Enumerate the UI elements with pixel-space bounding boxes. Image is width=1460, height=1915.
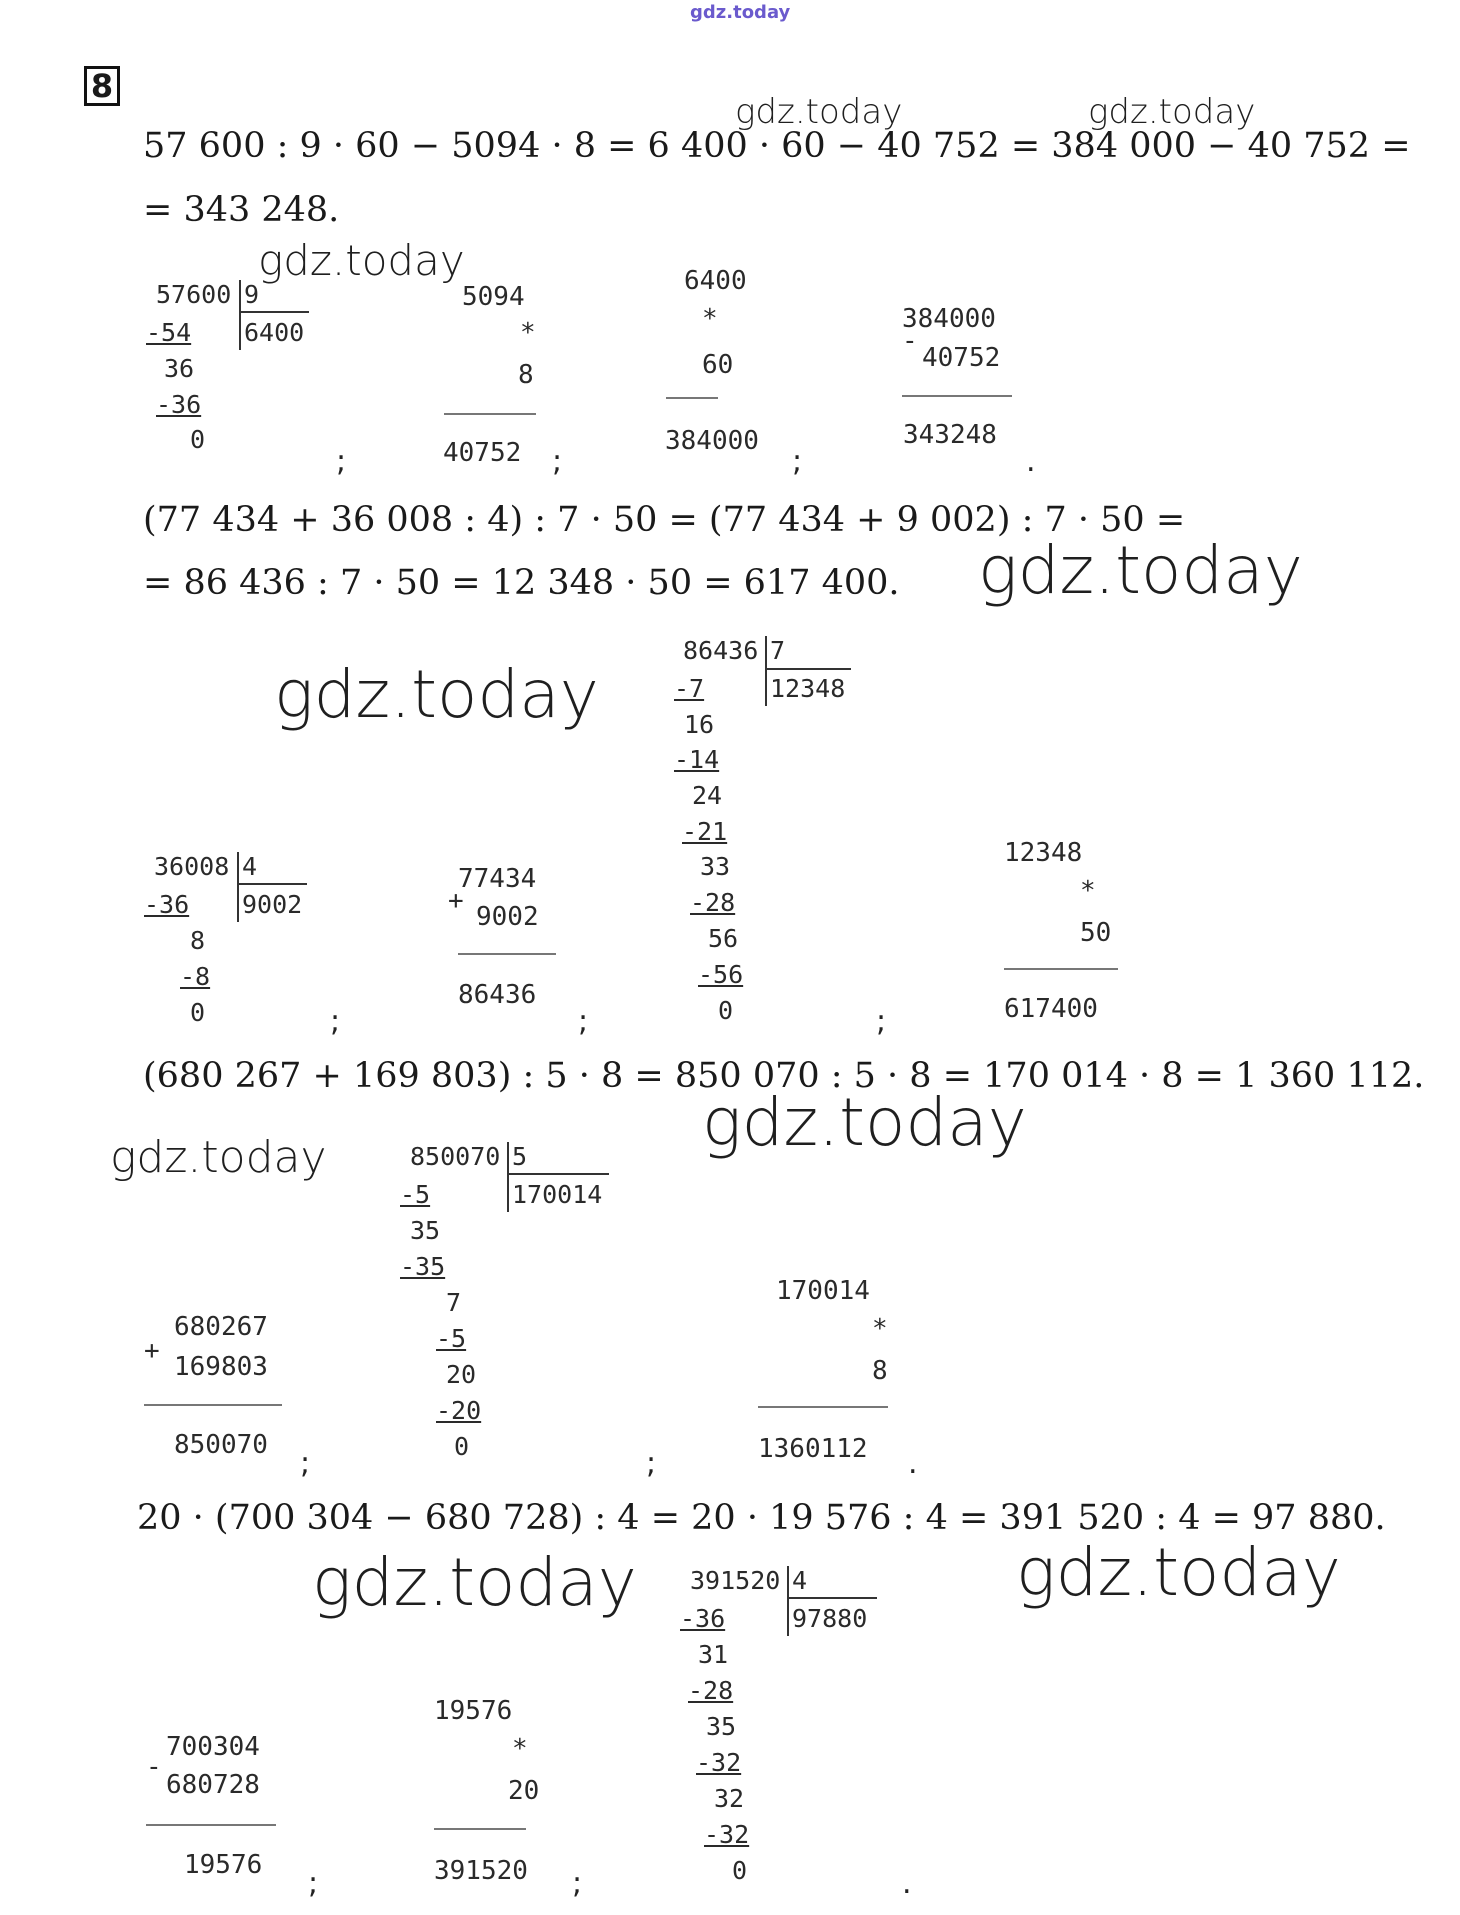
minuend: 700304 <box>166 1732 260 1762</box>
watermark: gdz.today <box>1088 92 1256 132</box>
subtrahend: -36 <box>144 890 190 919</box>
equation-1-line-1: 57 600 : 9 · 60 − 5094 · 8 = 6 400 · 60 − 40 752 = 384 000 − 40 752 = <box>143 126 1411 166</box>
subtrahend: -36 <box>680 1604 726 1633</box>
sum: 850070 <box>174 1430 268 1460</box>
watermark: gdz.today <box>110 1132 327 1183</box>
divisor: 9 <box>244 280 260 309</box>
remainder: 20 <box>446 1360 477 1389</box>
factor: 12348 <box>1004 838 1083 868</box>
remainder: 8 <box>190 926 206 955</box>
addend: 9002 <box>476 902 539 932</box>
addend: 77434 <box>458 864 537 894</box>
factor: 170014 <box>776 1276 870 1306</box>
remainder: 24 <box>692 781 723 810</box>
subtrahend: -56 <box>698 960 744 989</box>
subtrahend: -36 <box>156 390 202 419</box>
difference: 19576 <box>184 1850 263 1880</box>
operator: - <box>146 1752 162 1782</box>
dividend: 391520 <box>690 1566 781 1595</box>
subtrahend: -20 <box>436 1396 482 1425</box>
period: . <box>902 1866 912 1901</box>
watermark: gdz.today <box>274 656 599 733</box>
subtrahend: 680728 <box>166 1770 260 1800</box>
watermark: gdz.today <box>702 1084 1027 1161</box>
semicolon: ; <box>552 444 563 479</box>
divisor: 7 <box>770 636 786 665</box>
subtrahend: 40752 <box>922 343 1001 373</box>
divisor: 4 <box>242 852 258 881</box>
subtrahend: -8 <box>180 962 211 991</box>
difference: 343248 <box>903 420 997 450</box>
remainder: 35 <box>706 1712 737 1741</box>
subtrahend: -32 <box>696 1748 742 1777</box>
semicolon: ; <box>792 444 803 479</box>
factor: 6400 <box>684 266 747 296</box>
operator: * <box>520 318 536 348</box>
equation-3-line-1: (680 267 + 169 803) : 5 · 8 = 850 070 : 5 · 8 = 170 014 · 8 = 1 360 112. <box>143 1056 1425 1096</box>
dividend: 86436 <box>683 636 759 665</box>
product: 384000 <box>665 426 759 456</box>
subtrahend: -32 <box>704 1820 750 1849</box>
semicolon: ; <box>336 444 347 479</box>
equation-2-line-2: = 86 436 : 7 · 50 = 12 348 · 50 = 617 400. <box>143 563 900 603</box>
task-number: 8 <box>84 66 120 106</box>
subtrahend: -5 <box>436 1324 467 1353</box>
factor: 8 <box>872 1356 888 1386</box>
remainder: 7 <box>446 1288 462 1317</box>
watermark: gdz.today <box>735 92 903 132</box>
dividend: 850070 <box>410 1142 501 1171</box>
equation-4-line-1: 20 · (700 304 − 680 728) : 4 = 20 · 19 576 : 4 = 391 520 : 4 = 97 880. <box>137 1498 1386 1538</box>
semicolon: ; <box>308 1866 319 1901</box>
remainder: 33 <box>700 852 731 881</box>
operator: + <box>448 886 464 916</box>
quotient: 97880 <box>792 1604 868 1633</box>
remainder: 0 <box>454 1432 470 1461</box>
remainder: 35 <box>410 1216 441 1245</box>
quotient: 9002 <box>242 890 303 919</box>
product: 391520 <box>434 1856 528 1886</box>
semicolon: ; <box>572 1866 583 1901</box>
semicolon: ; <box>330 1004 341 1039</box>
remainder: 16 <box>684 710 715 739</box>
subtrahend: -28 <box>690 888 736 917</box>
remainder: 36 <box>164 354 195 383</box>
subtrahend: -14 <box>674 745 720 774</box>
operator: * <box>702 304 718 334</box>
factor: 5094 <box>462 282 525 312</box>
addend: 169803 <box>174 1352 268 1382</box>
operator: * <box>1080 876 1096 906</box>
factor: 20 <box>508 1776 540 1806</box>
remainder: 0 <box>190 998 206 1027</box>
watermark: gdz.today <box>258 236 465 285</box>
semicolon: ; <box>578 1004 589 1039</box>
subtrahend: -5 <box>400 1180 431 1209</box>
semicolon: ; <box>300 1446 311 1481</box>
factor: 8 <box>518 360 534 390</box>
subtrahend: -28 <box>688 1676 734 1705</box>
subtrahend: -54 <box>146 318 192 347</box>
factor: 50 <box>1080 918 1112 948</box>
semicolon: ; <box>646 1446 657 1481</box>
factor: 19576 <box>434 1696 513 1726</box>
operator: * <box>872 1314 888 1344</box>
period: . <box>908 1446 918 1481</box>
product: 617400 <box>1004 994 1098 1024</box>
period: . <box>1026 444 1036 479</box>
remainder: 0 <box>190 425 206 454</box>
equation-1-line-2: = 343 248. <box>143 190 340 230</box>
product: 40752 <box>443 438 522 468</box>
addend: 680267 <box>174 1312 268 1342</box>
semicolon: ; <box>876 1004 887 1039</box>
factor: 60 <box>702 350 734 380</box>
dividend: 36008 <box>154 852 230 881</box>
minuend: 384000 <box>902 304 996 334</box>
product: 1360112 <box>758 1434 868 1464</box>
watermark: gdz.today <box>978 532 1303 609</box>
subtrahend: -7 <box>674 674 705 703</box>
divisor: 4 <box>792 1566 808 1595</box>
operator: - <box>902 326 918 356</box>
remainder: 32 <box>714 1784 745 1813</box>
remainder: 0 <box>732 1856 748 1885</box>
sum: 86436 <box>458 980 537 1010</box>
operator: * <box>512 1734 528 1764</box>
divisor: 5 <box>512 1142 528 1171</box>
remainder: 0 <box>718 996 734 1025</box>
remainder: 56 <box>708 924 739 953</box>
subtrahend: -35 <box>400 1252 446 1281</box>
subtrahend: -21 <box>682 817 728 846</box>
watermark: gdz.today <box>312 1544 637 1621</box>
equation-2-line-1: (77 434 + 36 008 : 4) : 7 · 50 = (77 434 + 9 002) : 7 · 50 = <box>143 500 1186 540</box>
dividend: 57600 <box>156 280 232 309</box>
quotient: 12348 <box>770 674 846 703</box>
watermark: gdz.today <box>1016 1534 1341 1611</box>
operator: + <box>144 1336 160 1366</box>
quotient: 170014 <box>512 1180 603 1209</box>
watermark-top: gdz.today <box>690 2 791 23</box>
quotient: 6400 <box>244 318 305 347</box>
remainder: 31 <box>698 1640 729 1669</box>
